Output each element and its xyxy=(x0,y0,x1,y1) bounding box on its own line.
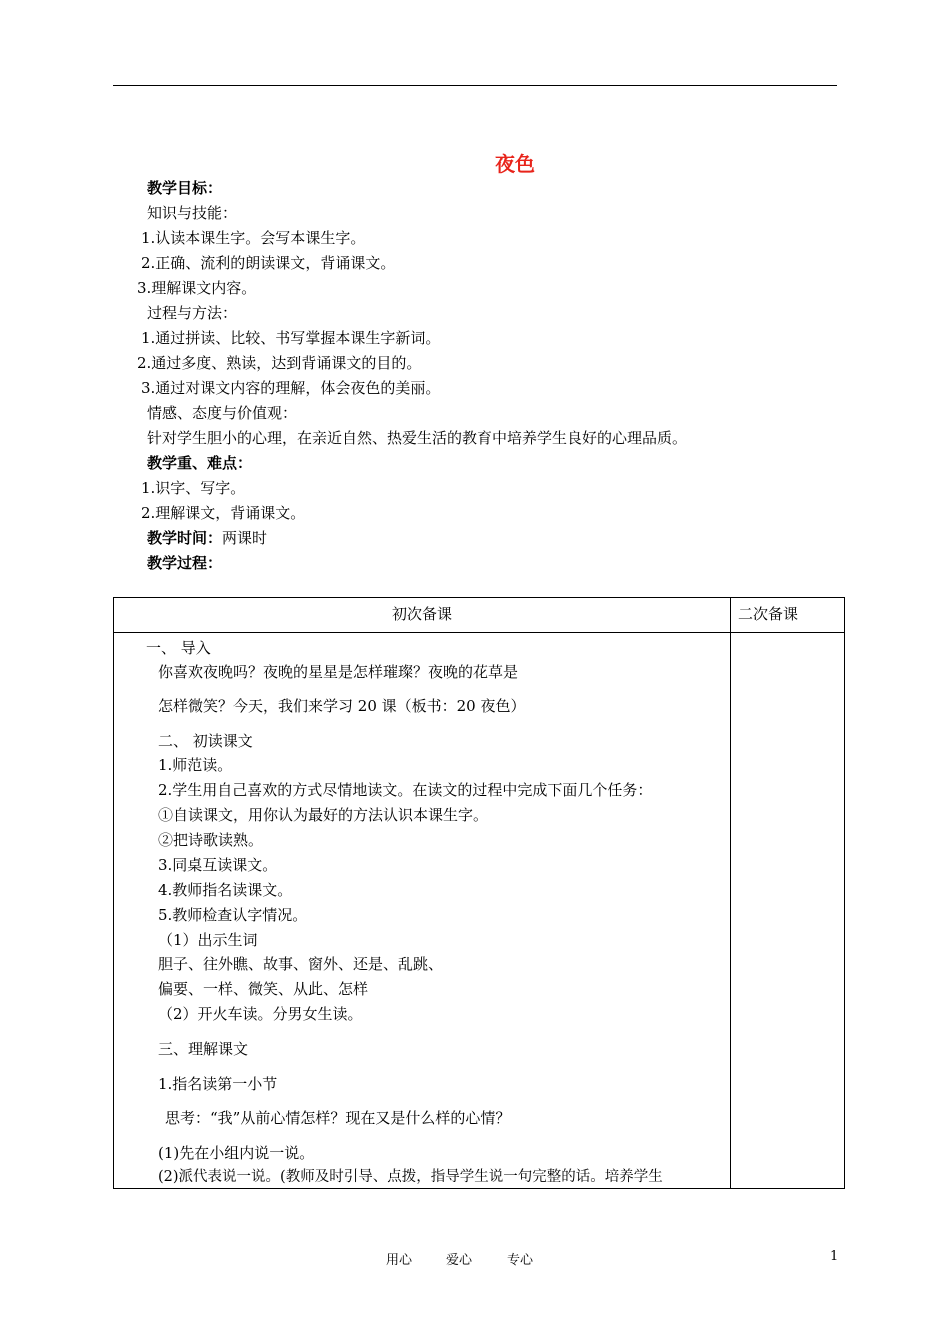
lesson-plan-table xyxy=(113,597,845,1189)
table-line: 三、理解课文 xyxy=(158,1040,249,1058)
table-line: 怎样微笑？今天，我们来学习 20 课（板书：20 夜色） xyxy=(158,697,526,715)
teaching-time xyxy=(147,528,267,548)
key-point-item: 2.理解课文，背诵课文。 xyxy=(141,504,306,522)
page-number: 1 xyxy=(830,1249,839,1264)
knowledge-item: 3.理解课文内容。 xyxy=(137,279,257,297)
table-line: (1)先在小组内说一说。 xyxy=(158,1144,315,1162)
process-method-heading: 过程与方法： xyxy=(147,304,238,322)
table-line: 思考：“我”从前心情怎样？现在又是什么样的心情？ xyxy=(165,1109,511,1127)
page-title: 夜色 xyxy=(495,152,535,176)
process-item: 2.通过多度、熟读，达到背诵课文的目的。 xyxy=(137,354,422,372)
table-line: 偏要、一样、微笑、从此、怎样 xyxy=(158,980,369,998)
table-line: 二、 初读课文 xyxy=(158,732,253,750)
header-rule xyxy=(113,85,837,86)
footer-word: 爱心 xyxy=(446,1253,473,1268)
teaching-process-heading: 教学过程： xyxy=(147,554,223,572)
key-point-item: 1.识字、写字。 xyxy=(141,479,246,497)
emotion-text: 针对学生胆小的心理，在亲近自然、热爱生活的教育中培养学生良好的心理品质。 xyxy=(147,429,688,447)
teaching-time-heading: 教学时间： xyxy=(147,529,223,547)
knowledge-item: 2.正确、流利的朗读课文，背诵课文。 xyxy=(141,254,396,272)
table-line: 你喜欢夜晚吗？夜晚的星星是怎样璀璨？夜晚的花草是 xyxy=(158,663,519,681)
table-line: 一、 导入 xyxy=(146,639,211,657)
table-line: （2）开火车读。分男女生读。 xyxy=(158,1005,363,1023)
key-points-heading: 教学重、难点： xyxy=(147,454,253,472)
footer-word: 专心 xyxy=(507,1253,534,1268)
emotion-heading: 情感、态度与价值观： xyxy=(147,404,298,422)
process-item: 1.通过拼读、比较、书写掌握本课生字新词。 xyxy=(141,329,441,347)
table-column-divider xyxy=(730,598,731,1188)
table-line: 4.教师指名读课文。 xyxy=(158,881,293,899)
table-line: ②把诗歌读熟。 xyxy=(158,831,264,849)
table-line: 5.教师检查认字情况。 xyxy=(158,906,308,924)
knowledge-item: 1.认读本课生字。会写本课生字。 xyxy=(141,229,366,247)
teaching-time-value: 两课时 xyxy=(222,529,268,547)
table-line: 3.同桌互读课文。 xyxy=(158,856,278,874)
table-line: ①自读课文，用你认为最好的方法认识本课生字。 xyxy=(158,806,489,824)
table-line: （1）出示生词 xyxy=(158,931,258,949)
table-line: 2.学生用自己喜欢的方式尽情地读文。在读文的过程中完成下面几个任务： xyxy=(158,781,653,799)
first-draft-header: 初次备课 xyxy=(391,605,452,623)
second-draft-header: 二次备课 xyxy=(738,605,799,623)
table-line: 胆子、往外瞧、故事、窗外、还是、乱跳、 xyxy=(158,955,444,973)
objectives-heading: 教学目标： xyxy=(147,179,223,197)
knowledge-heading: 知识与技能： xyxy=(147,204,238,222)
table-line: 1.师范读。 xyxy=(158,756,233,774)
footer-word: 用心 xyxy=(386,1253,413,1268)
table-header-divider xyxy=(114,632,844,633)
process-item: 3.通过对课文内容的理解，体会夜色的美丽。 xyxy=(141,379,441,397)
table-line: (2)派代表说一说。(教师及时引导、点拨，指导学生说一句完整的话。培养学生 xyxy=(158,1169,663,1185)
table-line: 1.指名读第一小节 xyxy=(158,1075,278,1093)
